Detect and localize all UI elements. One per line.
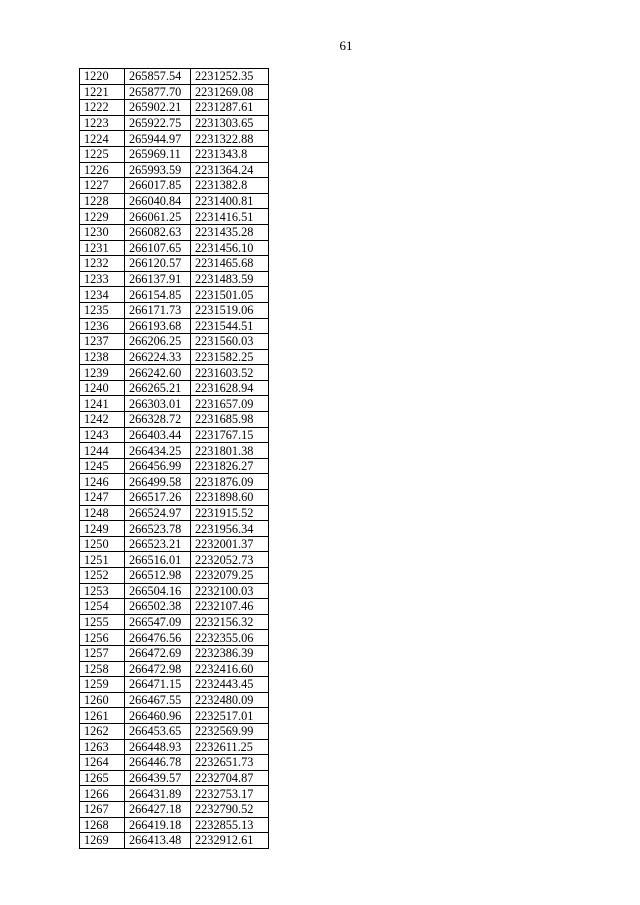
table-row (80, 240, 269, 256)
y-coordinate-cell: 2232517.01 (191, 708, 269, 724)
y-coordinate-cell: 2231303.65 (191, 115, 269, 131)
table-row (80, 131, 269, 147)
y-coordinate-cell: 2232386.39 (191, 645, 269, 661)
x-coordinate-cell: 266303.01 (125, 396, 191, 412)
x-coordinate-cell: 266523.21 (125, 536, 191, 552)
table-row (80, 677, 269, 693)
x-coordinate-cell: 266504.16 (125, 583, 191, 599)
y-coordinate-cell: 2231501.05 (191, 287, 269, 303)
x-coordinate-cell: 266434.25 (125, 443, 191, 459)
x-coordinate-cell: 265857.54 (125, 69, 191, 85)
x-coordinate-cell: 266040.84 (125, 193, 191, 209)
y-coordinate-cell: 2231767.15 (191, 427, 269, 443)
point-id-cell: 1220 (80, 69, 125, 85)
y-coordinate-cell: 2232443.45 (191, 677, 269, 693)
coordinates-table (79, 68, 269, 849)
page-number: 61 (339, 38, 353, 53)
point-id-cell: 1234 (80, 287, 125, 303)
x-coordinate-cell: 266242.60 (125, 365, 191, 381)
point-id-cell: 1266 (80, 786, 125, 802)
x-coordinate-cell: 266523.78 (125, 521, 191, 537)
table-row (80, 692, 269, 708)
x-coordinate-cell: 266171.73 (125, 302, 191, 318)
point-id-cell: 1227 (80, 178, 125, 194)
point-id-cell: 1250 (80, 536, 125, 552)
point-id-cell: 1262 (80, 723, 125, 739)
x-coordinate-cell: 266456.99 (125, 458, 191, 474)
x-coordinate-cell: 266431.89 (125, 786, 191, 802)
x-coordinate-cell: 266328.72 (125, 412, 191, 428)
x-coordinate-cell: 266472.98 (125, 661, 191, 677)
point-id-cell: 1245 (80, 458, 125, 474)
x-coordinate-cell: 265969.11 (125, 146, 191, 162)
x-coordinate-cell: 266446.78 (125, 755, 191, 771)
table-row (80, 474, 269, 490)
point-id-cell: 1240 (80, 380, 125, 396)
table-row (80, 458, 269, 474)
table-row (80, 427, 269, 443)
table-row (80, 490, 269, 506)
y-coordinate-cell: 2232855.13 (191, 817, 269, 833)
y-coordinate-cell: 2231898.60 (191, 490, 269, 506)
table-row (80, 115, 269, 131)
point-id-cell: 1268 (80, 817, 125, 833)
coordinates-table-body (80, 69, 269, 849)
point-id-cell: 1255 (80, 614, 125, 630)
point-id-cell: 1248 (80, 505, 125, 521)
point-id-cell: 1243 (80, 427, 125, 443)
point-id-cell: 1258 (80, 661, 125, 677)
table-row (80, 69, 269, 85)
x-coordinate-cell: 266193.68 (125, 318, 191, 334)
y-coordinate-cell: 2232107.46 (191, 599, 269, 615)
x-coordinate-cell: 266419.18 (125, 817, 191, 833)
y-coordinate-cell: 2231582.25 (191, 349, 269, 365)
point-id-cell: 1267 (80, 801, 125, 817)
point-id-cell: 1233 (80, 271, 125, 287)
y-coordinate-cell: 2231801.38 (191, 443, 269, 459)
x-coordinate-cell: 266107.65 (125, 240, 191, 256)
x-coordinate-cell: 266224.33 (125, 349, 191, 365)
x-coordinate-cell: 265877.70 (125, 84, 191, 100)
y-coordinate-cell: 2232355.06 (191, 630, 269, 646)
table-row (80, 614, 269, 630)
x-coordinate-cell: 266471.15 (125, 677, 191, 693)
x-coordinate-cell: 266517.26 (125, 490, 191, 506)
x-coordinate-cell: 265922.75 (125, 115, 191, 131)
point-id-cell: 1253 (80, 583, 125, 599)
point-id-cell: 1252 (80, 568, 125, 584)
point-id-cell: 1263 (80, 739, 125, 755)
x-coordinate-cell: 265993.59 (125, 162, 191, 178)
x-coordinate-cell: 266137.91 (125, 271, 191, 287)
table-row (80, 801, 269, 817)
x-coordinate-cell: 266460.96 (125, 708, 191, 724)
point-id-cell: 1221 (80, 84, 125, 100)
table-row (80, 396, 269, 412)
point-id-cell: 1264 (80, 755, 125, 771)
point-id-cell: 1242 (80, 412, 125, 428)
table-row (80, 521, 269, 537)
y-coordinate-cell: 2232416.60 (191, 661, 269, 677)
y-coordinate-cell: 2231465.68 (191, 256, 269, 272)
y-coordinate-cell: 2232912.61 (191, 833, 269, 849)
y-coordinate-cell: 2232753.17 (191, 786, 269, 802)
table-row (80, 334, 269, 350)
point-id-cell: 1238 (80, 349, 125, 365)
y-coordinate-cell: 2232790.52 (191, 801, 269, 817)
y-coordinate-cell: 2231343.8 (191, 146, 269, 162)
x-coordinate-cell: 265902.21 (125, 100, 191, 116)
table-row (80, 708, 269, 724)
table-row (80, 817, 269, 833)
table-row (80, 209, 269, 225)
y-coordinate-cell: 2231416.51 (191, 209, 269, 225)
point-id-cell: 1225 (80, 146, 125, 162)
y-coordinate-cell: 2231628.94 (191, 380, 269, 396)
y-coordinate-cell: 2231657.09 (191, 396, 269, 412)
point-id-cell: 1254 (80, 599, 125, 615)
point-id-cell: 1251 (80, 552, 125, 568)
point-id-cell: 1246 (80, 474, 125, 490)
point-id-cell: 1228 (80, 193, 125, 209)
point-id-cell: 1265 (80, 770, 125, 786)
y-coordinate-cell: 2231915.52 (191, 505, 269, 521)
x-coordinate-cell: 266427.18 (125, 801, 191, 817)
table-row (80, 178, 269, 194)
x-coordinate-cell: 266017.85 (125, 178, 191, 194)
y-coordinate-cell: 2231322.88 (191, 131, 269, 147)
table-row (80, 786, 269, 802)
table-row (80, 833, 269, 849)
x-coordinate-cell: 266154.85 (125, 287, 191, 303)
y-coordinate-cell: 2232001.37 (191, 536, 269, 552)
point-id-cell: 1259 (80, 677, 125, 693)
table-row (80, 443, 269, 459)
table-row (80, 193, 269, 209)
y-coordinate-cell: 2231826.27 (191, 458, 269, 474)
x-coordinate-cell: 266413.48 (125, 833, 191, 849)
point-id-cell: 1231 (80, 240, 125, 256)
x-coordinate-cell: 266453.65 (125, 723, 191, 739)
table-row (80, 318, 269, 334)
point-id-cell: 1247 (80, 490, 125, 506)
y-coordinate-cell: 2231252.35 (191, 69, 269, 85)
point-id-cell: 1256 (80, 630, 125, 646)
x-coordinate-cell: 266120.57 (125, 256, 191, 272)
table-row (80, 256, 269, 272)
point-id-cell: 1224 (80, 131, 125, 147)
x-coordinate-cell: 266061.25 (125, 209, 191, 225)
point-id-cell: 1237 (80, 334, 125, 350)
x-coordinate-cell: 266547.09 (125, 614, 191, 630)
point-id-cell: 1222 (80, 100, 125, 116)
x-coordinate-cell: 266499.58 (125, 474, 191, 490)
x-coordinate-cell: 265944.97 (125, 131, 191, 147)
table-row (80, 552, 269, 568)
y-coordinate-cell: 2231685.98 (191, 412, 269, 428)
table-row (80, 505, 269, 521)
y-coordinate-cell: 2232100.03 (191, 583, 269, 599)
point-id-cell: 1239 (80, 365, 125, 381)
point-id-cell: 1261 (80, 708, 125, 724)
table-row (80, 770, 269, 786)
y-coordinate-cell: 2231956.34 (191, 521, 269, 537)
y-coordinate-cell: 2231287.61 (191, 100, 269, 116)
point-id-cell: 1257 (80, 645, 125, 661)
y-coordinate-cell: 2232611.25 (191, 739, 269, 755)
table-row (80, 302, 269, 318)
y-coordinate-cell: 2231560.03 (191, 334, 269, 350)
point-id-cell: 1244 (80, 443, 125, 459)
table-row (80, 599, 269, 615)
y-coordinate-cell: 2231269.08 (191, 84, 269, 100)
y-coordinate-cell: 2231603.52 (191, 365, 269, 381)
x-coordinate-cell: 266516.01 (125, 552, 191, 568)
y-coordinate-cell: 2232480.09 (191, 692, 269, 708)
table-row (80, 271, 269, 287)
y-coordinate-cell: 2231519.06 (191, 302, 269, 318)
y-coordinate-cell: 2232156.32 (191, 614, 269, 630)
y-coordinate-cell: 2231400.81 (191, 193, 269, 209)
y-coordinate-cell: 2232704.87 (191, 770, 269, 786)
y-coordinate-cell: 2232651.73 (191, 755, 269, 771)
point-id-cell: 1230 (80, 224, 125, 240)
y-coordinate-cell: 2232079.25 (191, 568, 269, 584)
point-id-cell: 1232 (80, 256, 125, 272)
x-coordinate-cell: 266524.97 (125, 505, 191, 521)
table-row (80, 536, 269, 552)
y-coordinate-cell: 2231435.28 (191, 224, 269, 240)
y-coordinate-cell: 2231364.24 (191, 162, 269, 178)
table-row (80, 146, 269, 162)
point-id-cell: 1269 (80, 833, 125, 849)
point-id-cell: 1249 (80, 521, 125, 537)
x-coordinate-cell: 266206.25 (125, 334, 191, 350)
table-row (80, 630, 269, 646)
point-id-cell: 1260 (80, 692, 125, 708)
point-id-cell: 1236 (80, 318, 125, 334)
table-row (80, 287, 269, 303)
table-row (80, 380, 269, 396)
table-row (80, 645, 269, 661)
table-row (80, 349, 269, 365)
table-row (80, 739, 269, 755)
y-coordinate-cell: 2231483.59 (191, 271, 269, 287)
table-row (80, 723, 269, 739)
table-row (80, 661, 269, 677)
table-row (80, 224, 269, 240)
table-row (80, 84, 269, 100)
y-coordinate-cell: 2231382.8 (191, 178, 269, 194)
table-row (80, 755, 269, 771)
table-row (80, 568, 269, 584)
y-coordinate-cell: 2231544.51 (191, 318, 269, 334)
x-coordinate-cell: 266502.38 (125, 599, 191, 615)
x-coordinate-cell: 266082.63 (125, 224, 191, 240)
y-coordinate-cell: 2231456.10 (191, 240, 269, 256)
point-id-cell: 1223 (80, 115, 125, 131)
table-row (80, 162, 269, 178)
x-coordinate-cell: 266265.21 (125, 380, 191, 396)
y-coordinate-cell: 2232569.99 (191, 723, 269, 739)
table-row (80, 100, 269, 116)
x-coordinate-cell: 266472.69 (125, 645, 191, 661)
x-coordinate-cell: 266476.56 (125, 630, 191, 646)
point-id-cell: 1226 (80, 162, 125, 178)
table-row (80, 583, 269, 599)
x-coordinate-cell: 266448.93 (125, 739, 191, 755)
x-coordinate-cell: 266439.57 (125, 770, 191, 786)
y-coordinate-cell: 2232052.73 (191, 552, 269, 568)
x-coordinate-cell: 266512.98 (125, 568, 191, 584)
table-row (80, 365, 269, 381)
table-row (80, 412, 269, 428)
x-coordinate-cell: 266467.55 (125, 692, 191, 708)
point-id-cell: 1241 (80, 396, 125, 412)
y-coordinate-cell: 2231876.09 (191, 474, 269, 490)
x-coordinate-cell: 266403.44 (125, 427, 191, 443)
point-id-cell: 1229 (80, 209, 125, 225)
point-id-cell: 1235 (80, 302, 125, 318)
